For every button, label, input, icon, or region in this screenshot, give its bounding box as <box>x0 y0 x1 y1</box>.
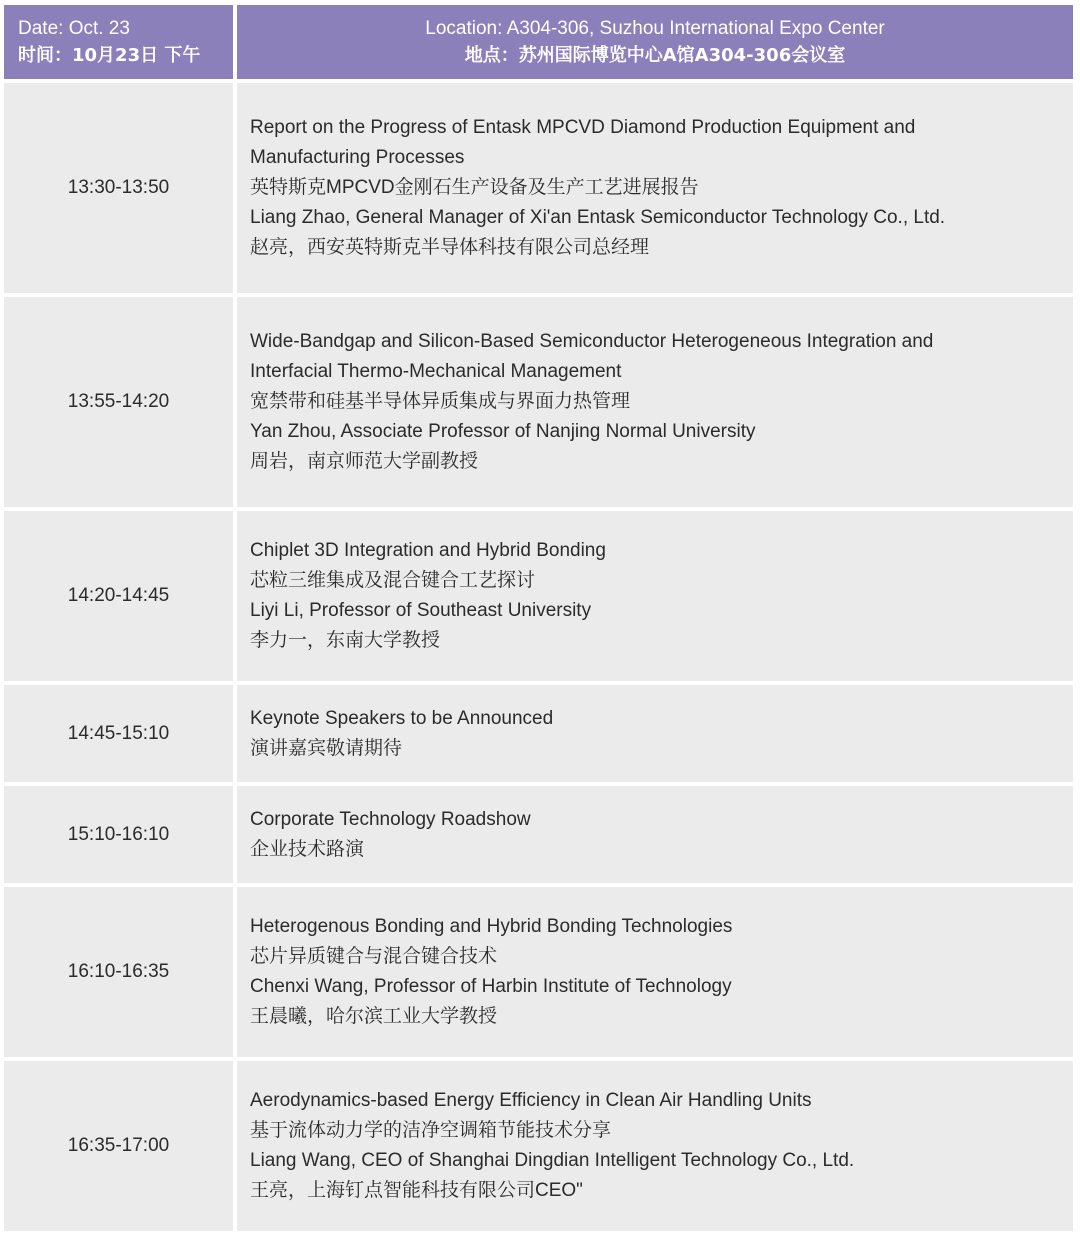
session-title-en: Wide-Bandgap and Silicon-Based Semiconductor Heterogeneous Integration and <box>250 331 934 352</box>
speaker-en: Liyi Li, Professor of Southeast University <box>250 600 592 621</box>
session-row <box>4 297 1073 507</box>
session-details <box>237 685 1073 782</box>
speaker-en: Liang Wang, CEO of Shanghai Dingdian Intelligent Technology Co., Ltd. <box>250 1150 855 1171</box>
speaker-en: Chenxi Wang, Professor of Harbin Institute of Technology <box>250 976 732 997</box>
speaker-zh: 李力一，东南大学教授 <box>250 630 441 651</box>
schedule-table <box>4 5 1073 1235</box>
session-row <box>4 685 1073 782</box>
session-time: 15:10-16:10 <box>4 786 233 883</box>
date-label-en: Date: Oct. 23 <box>18 18 130 39</box>
session-details <box>237 786 1073 883</box>
speaker-zh: 赵亮，西安英特斯克半导体科技有限公司总经理 <box>250 237 650 258</box>
session-title-en-cont: Interfacial Thermo-Mechanical Management <box>250 361 622 382</box>
speaker-zh: 王亮，上海钉点智能科技有限公司CEO" <box>250 1180 583 1201</box>
session-title-en: Keynote Speakers to be Announced <box>250 707 554 729</box>
session-details <box>237 1061 1073 1231</box>
session-title-zh: 基于流体动力学的洁净空调箱节能技术分享 <box>250 1120 612 1141</box>
session-title-en-cont: Manufacturing Processes <box>250 147 465 168</box>
session-time: 14:20-14:45 <box>4 511 233 681</box>
session-title-zh: 芯粒三维集成及混合键合工艺探讨 <box>250 570 536 591</box>
header-row <box>4 5 1073 79</box>
speaker-en: Liang Zhao, General Manager of Xi'an Entask Semiconductor Technology Co., Ltd. <box>250 207 946 228</box>
session-time: 13:55-14:20 <box>4 297 233 507</box>
session-title-en: Aerodynamics-based Energy Efficiency in Clean Air Handling Units <box>250 1090 812 1111</box>
location-header-cell <box>237 5 1073 79</box>
session-row <box>4 786 1073 883</box>
session-details <box>237 511 1073 681</box>
session-title-en: Report on the Progress of Entask MPCVD Diamond Production Equipment and <box>250 117 916 138</box>
session-title-en: Heterogenous Bonding and Hybrid Bonding Technologies <box>250 916 733 937</box>
session-title-zh: 芯片异质键合与混合键合技术 <box>250 946 498 967</box>
session-title-en: Chiplet 3D Integration and Hybrid Bonding <box>250 540 606 561</box>
date-label-zh: 时间：10月23日 下午 <box>18 45 201 66</box>
session-details <box>237 297 1073 507</box>
session-time: 14:45-15:10 <box>4 685 233 782</box>
speaker-zh: 周岩，南京师范大学副教授 <box>250 451 479 472</box>
speaker-zh: 王晨曦，哈尔滨工业大学教授 <box>250 1006 498 1027</box>
session-title-zh: 企业技术路演 <box>250 838 365 860</box>
session-title-zh: 演讲嘉宾敬请期待 <box>250 737 403 759</box>
session-time: 13:30-13:50 <box>4 83 233 293</box>
session-title-zh: 英特斯克MPCVD金刚石生产设备及生产工艺进展报告 <box>250 177 699 198</box>
session-time: 16:35-17:00 <box>4 1061 233 1231</box>
location-label-en: Location: A304-306, Suzhou International Expo Center <box>425 18 885 39</box>
session-row <box>4 887 1073 1057</box>
speaker-en: Yan Zhou, Associate Professor of Nanjing Normal University <box>250 421 756 442</box>
date-header-cell <box>4 5 233 79</box>
session-details <box>237 887 1073 1057</box>
session-row <box>4 511 1073 681</box>
session-time: 16:10-16:35 <box>4 887 233 1057</box>
session-details <box>237 83 1073 293</box>
location-label-zh: 地点：苏州国际博览中心A馆A304-306会议室 <box>464 45 846 66</box>
session-title-zh: 宽禁带和硅基半导体异质集成与界面力热管理 <box>250 391 631 412</box>
session-title-en: Corporate Technology Roadshow <box>250 808 531 830</box>
session-row <box>4 1061 1073 1231</box>
session-row <box>4 83 1073 293</box>
